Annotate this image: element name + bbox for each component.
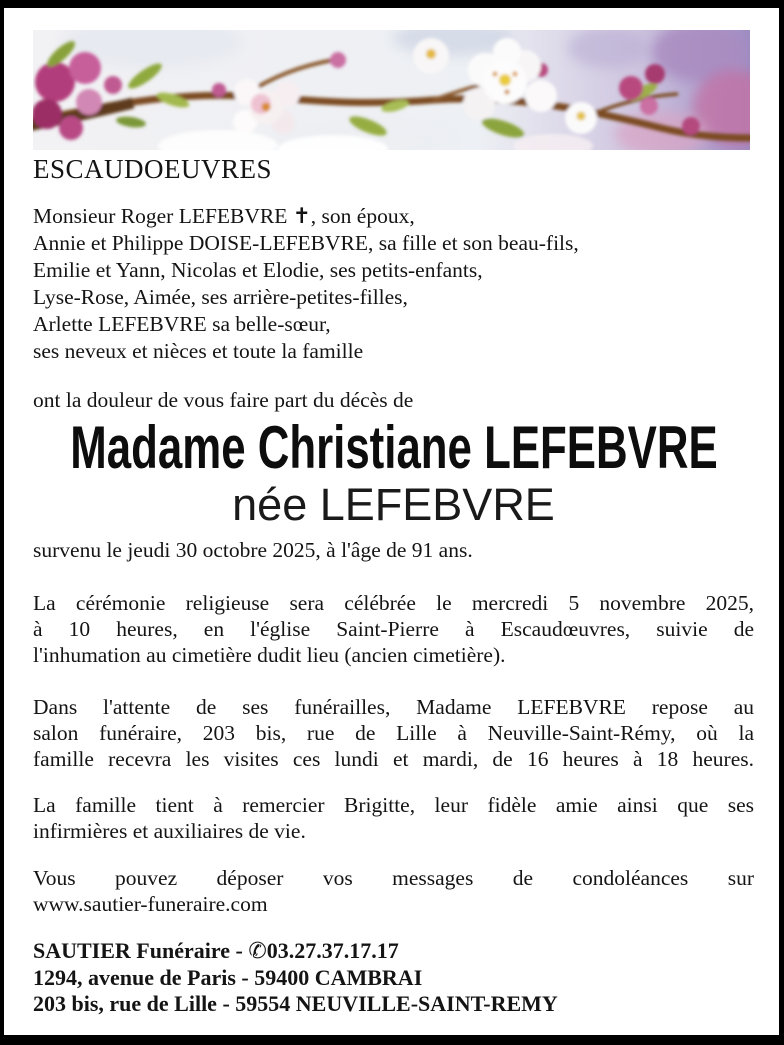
paragraph-line: l'inhumation au cimetière dudit lieu (ancien cimetière). (33, 643, 506, 667)
paragraph-line: à 10 heures, en l'église Saint-Pierre à Escaudœuvres, suivie de (33, 617, 754, 641)
address-line-2: 203 bis, rue de Lille - 59554 NEUVILLE-SAINT-REMY (33, 991, 558, 1016)
address-line-1: 1294, avenue de Paris - 59400 CAMBRAI (33, 965, 423, 990)
family-line-grandchildren: Emilie et Yann, Nicolas et Elodie, ses petits-enfants, (33, 258, 483, 282)
paragraph-line: Vous pouvez déposer vos messages de condoléances sur (33, 866, 754, 890)
thanks-paragraph (33, 792, 754, 844)
condolences-paragraph (33, 865, 754, 917)
death-date-line: survenu le jeudi 30 octobre 2025, à l'âge de 91 ans. (33, 538, 473, 562)
family-line-relatives: ses neveux et nièces et toute la famille (33, 339, 364, 363)
phone-number: 03.27.37.17.17 (266, 938, 399, 963)
city-heading: ESCAUDOEUVRES (33, 154, 273, 184)
family-line-daughter: Annie et Philippe DOISE-LEFEBVRE, sa fille et son beau-fils, (33, 231, 579, 255)
paragraph-line: La cérémonie religieuse sera célébrée le mercredi 5 novembre 2025, (33, 591, 754, 615)
funeral-home-footer (33, 938, 754, 1017)
phone-icon: ✆ (248, 939, 267, 964)
family-line-great-grandchildren: Lyse-Rose, Aimée, ses arrière-petites-filles, (33, 285, 408, 309)
paragraph-line: La famille tient à remercier Brigitte, leur fidèle amie ainsi que ses (33, 793, 754, 817)
paragraph-line: infirmières et auxiliaires de vie. (33, 819, 306, 843)
ceremony-paragraph (33, 590, 754, 668)
funeral-home-line (33, 938, 754, 965)
obituary-page (4, 8, 779, 1035)
funeral-home-name: SAUTIER Funéraire - (33, 938, 249, 963)
deceased-name-text: Madame Christiane LEFEBVRE (69, 414, 718, 481)
maiden-name: née LEFEBVRE (232, 479, 555, 530)
family-line-spouse: Monsieur Roger LEFEBVRE ✝, son époux, (33, 204, 415, 228)
repose-paragraph (33, 694, 754, 772)
family-line-sister-in-law: Arlette LEFEBVRE sa belle-sœur, (33, 312, 331, 336)
cherry-blossom-banner-image (33, 30, 750, 150)
announcement-text: ont la douleur de vous faire part du décès de (33, 388, 414, 412)
paragraph-line: famille recevra les visites ces lundi et mardi, de 16 heures à 18 heures. (33, 747, 754, 771)
paragraph-line: salon funéraire, 203 bis, rue de Lille à Neuville-Saint-Rémy, où la (33, 721, 754, 745)
deceased-name-title (33, 414, 754, 481)
condolences-website-text: www.sautier-funeraire.com (33, 892, 268, 916)
paragraph-line: Dans l'attente de ses funérailles, Madame LEFEBVRE repose au (33, 695, 754, 719)
family-list (33, 203, 754, 365)
